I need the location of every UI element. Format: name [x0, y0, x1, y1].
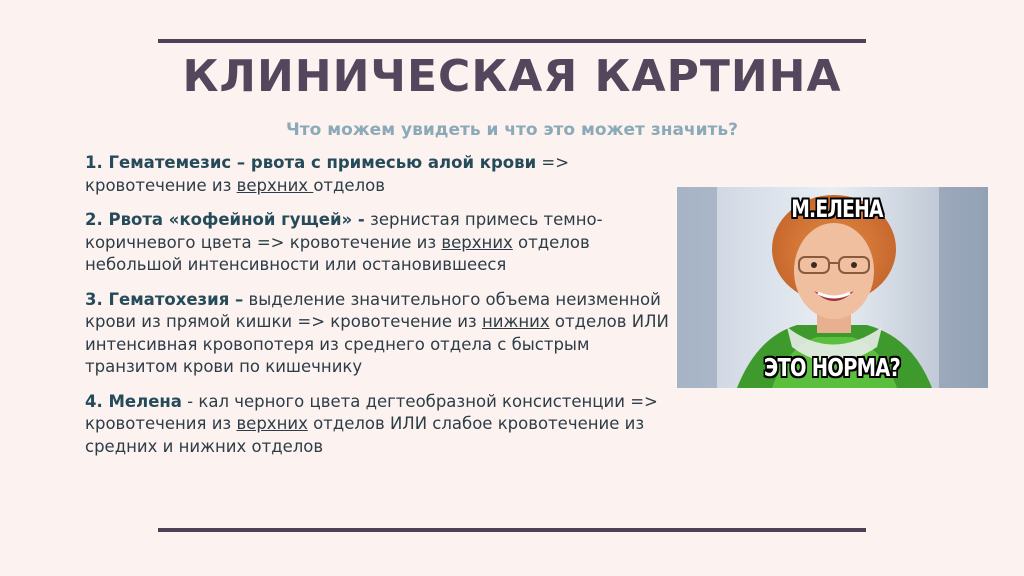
list-item	[85, 289, 675, 379]
list-item	[85, 209, 675, 277]
item-text: - кал черного цвета дегтеобразной консистенции => кровотечения из	[85, 391, 658, 433]
bottom-divider	[158, 528, 866, 532]
item-heading: 3. Гематохезия –	[85, 289, 244, 309]
item-text: отделов ИЛИ слабое кровотечение из средних и нижних отделов	[85, 414, 645, 456]
item-text: отделов небольшой интенсивности или остановившееся	[85, 232, 590, 274]
list-item	[85, 152, 675, 197]
item-underlined: верхних	[236, 175, 314, 195]
item-text: выделение значительного объема неизменной крови из прямой кишки => кровотечение из	[85, 289, 661, 331]
slide-subtitle: Что можем увидеть и что это может значить?	[286, 120, 738, 140]
item-text: отделов ИЛИ интенсивная кровопотеря из среднего отдела с быстрым транзитом крови по кишечнику	[85, 312, 669, 376]
item-text: отделов	[313, 175, 385, 195]
item-underlined: нижних	[481, 312, 550, 331]
top-divider	[158, 39, 866, 43]
meme-caption-top: М.ЕЛЕНА	[791, 195, 883, 223]
item-underlined: верхних	[441, 232, 513, 252]
item-underlined: верхних	[236, 414, 308, 433]
item-text: зернистая примесь темно-коричневого цвета => кровотечение из	[85, 210, 603, 252]
content-list	[85, 152, 675, 470]
list-item	[85, 391, 675, 459]
meme-caption-bottom: ЭТО НОРМА?	[763, 353, 901, 382]
item-heading: 1. Гематемезис – рвота с примесью алой крови	[85, 153, 537, 172]
item-text: => кровотечение из	[85, 153, 570, 195]
slide-title: КЛИНИЧЕСКАЯ КАРТИНА	[182, 51, 842, 102]
item-heading: 4. Мелена	[85, 391, 182, 411]
item-heading: 2. Рвота «кофейной гущей» -	[85, 210, 365, 229]
meme-image	[677, 187, 988, 388]
